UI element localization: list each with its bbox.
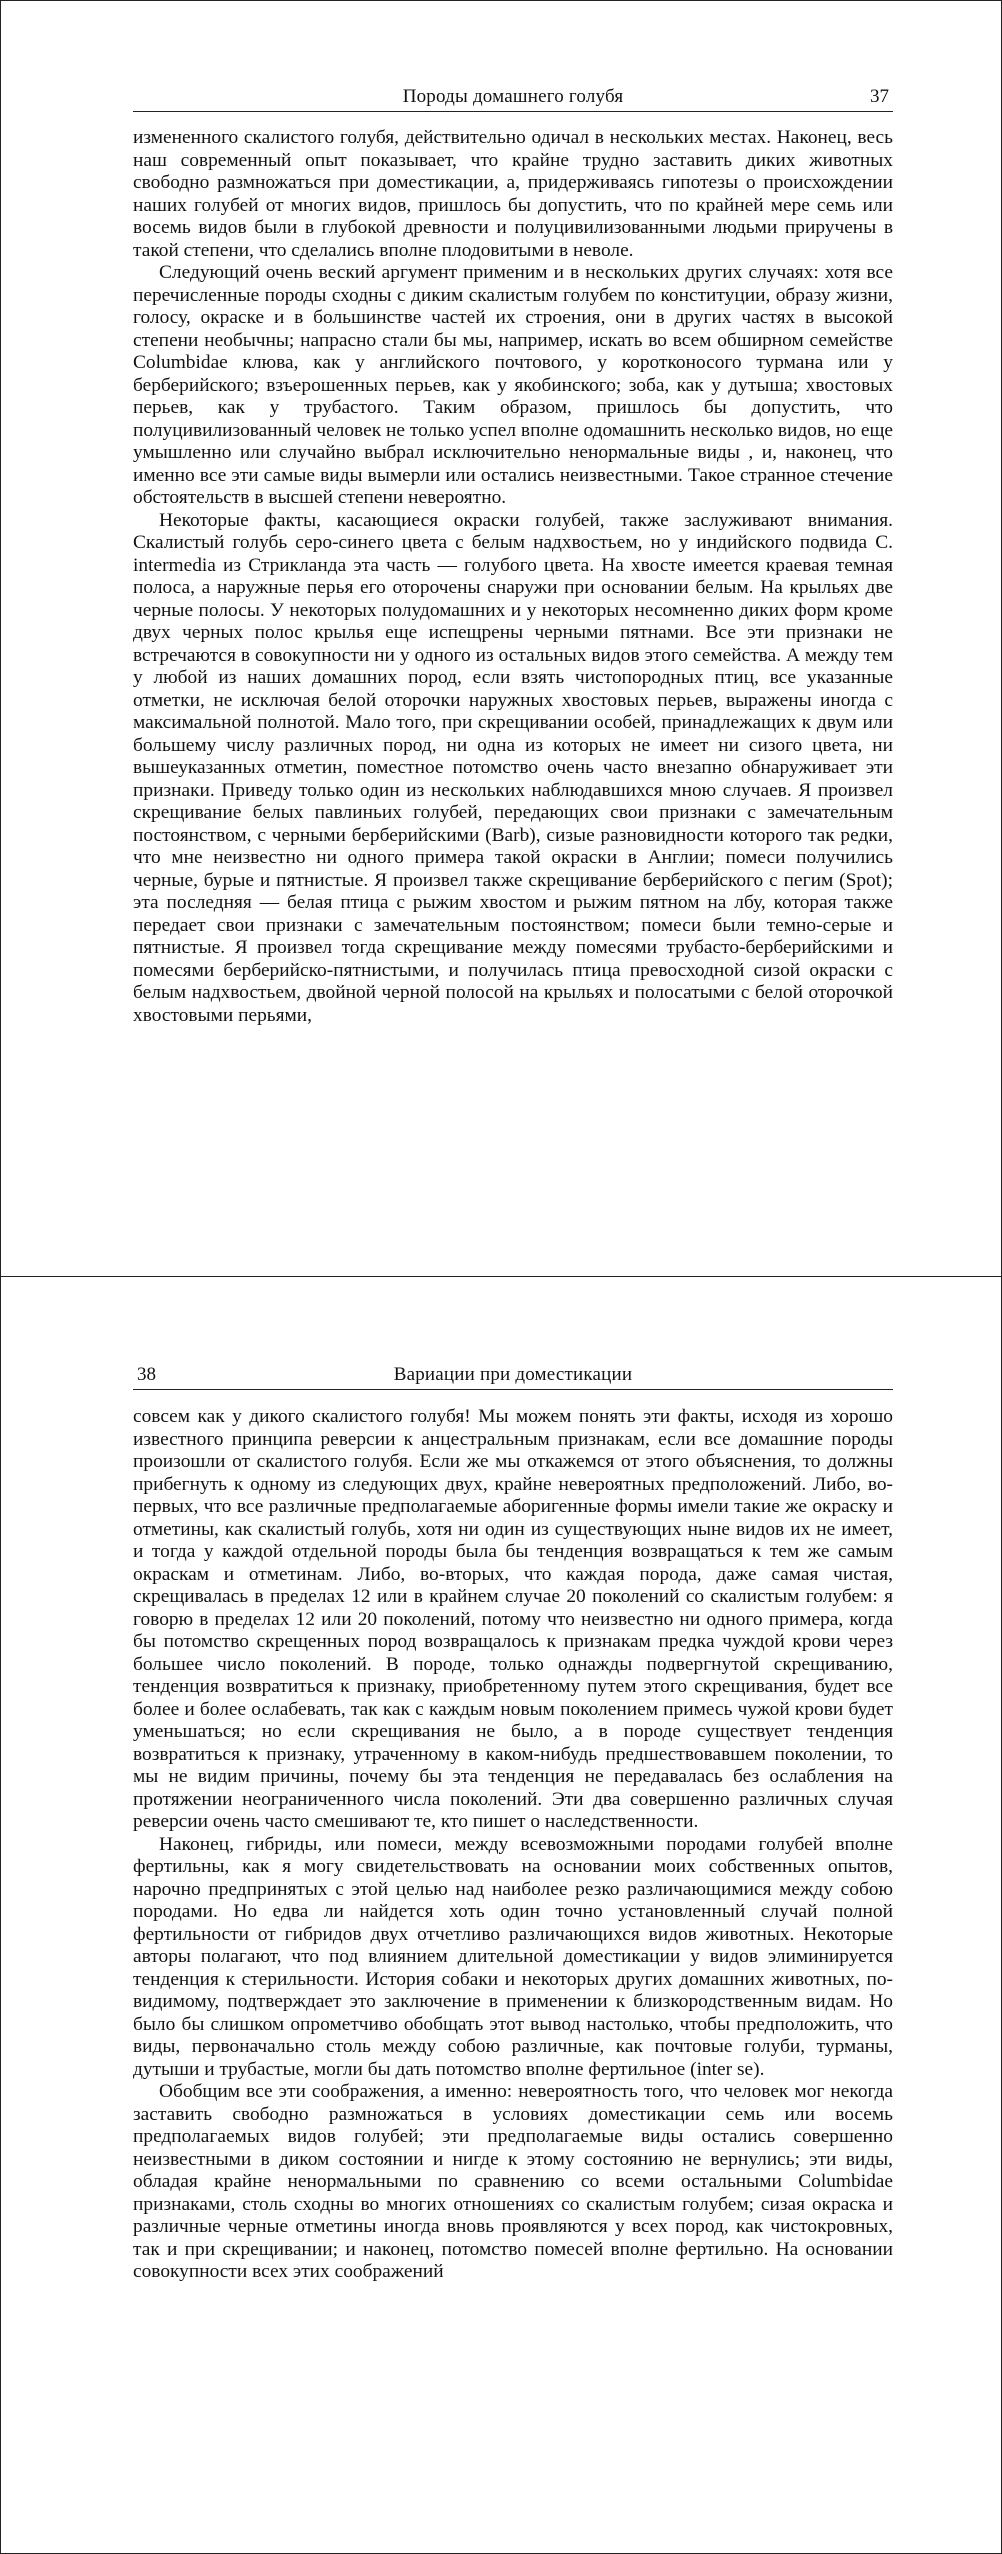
paragraph: измененного скалистого голубя, действительно одичал в нескольких местах. Наконец, весь наш современный опыт показывает, что крайне трудно заставить диких животных свободно размножаться при доместикации, а, придерживаясь гипотезы о происхождении наших голубей от многих видов, пришлось бы допустить, что по крайней мере семь или восемь видов были в глубокой древности и полуцивилизованными людьми приручены в такой степени, что сделались вполне плодовитыми в неволе. <box>133 127 893 261</box>
page-38 <box>0 1276 1002 2554</box>
paragraph: Обобщим все эти соображения, а именно: невероятность того, что человек мог некогда заставить свободно размножаться в условиях доместикации семь или восемь предполагаемых видов голубей; эти предполагаемые виды остались совершенно неизвестными в диком состоянии и нигде к этому состоянию не вернулись; эти виды, обладая крайне ненормальными по сравнению со всеми остальными Columbidae признаками, столь сходны во многих отношениях со скалистым голубем; сизая окраска и различные черные отметины иногда вновь проявляются у всех пород, как чистокровных, так и при скрещивании; и наконец, потомство помесей вполне фертильно. На основании совокупности всех этих соображений <box>133 2081 893 2282</box>
page-body <box>133 1406 893 2284</box>
paragraph: совсем как у дикого скалистого голубя! Мы можем понять эти факты, исходя из хорошо известного принципа реверсии к анцестральным признакам, если все домашние породы произошли от скалистого голубя. Если же мы откажемся от этого объяснения, то должны прибегнуть к одному из следующих двух, крайне невероятных предположений. Либо, во-первых, что все различные предполагаемые аборигенные формы имели такие же окраску и отметины, как скалистый голубь, хотя ни один из существующих ныне видов их не имеет, и тогда у каждой отдельной породы была бы тенденция возвращаться к тем же самым окраскам и отметинам. Либо, во-вторых, что каждая порода, даже самая чистая, скрещивалась в пределах 12 или в крайнем случае 20 поколений со скалистым голубем: я говорю в пределах 12 или 20 поколений, потому что неизвестно ни одного примера, когда бы потомство скрещенных пород возвращалось к признакам предка чуждой крови через большее число поколений. В породе, только однажды подвергнутой скрещиванию, тенденция возвратиться к признаку, приобретенному путем этого скрещивания, будет все более и более ослабевать, так как с каждым новым поколением примесь чужой крови будет уменьшаться; но если скрещивания не было, а в породе существует тенденция возвратиться к признаку, утраченному в каком-нибудь предшествовавшем поколении, то мы не видим причины, почему бы эта тенденция не передавалась без ослабления на протяжении неограниченного числа поколений. Эти два совершенно различных случая реверсии очень часто смешивают те, кто пишет о наследственности. <box>133 1406 893 1832</box>
running-head <box>133 1361 893 1390</box>
page-number: 37 <box>870 86 889 107</box>
paragraph: Наконец, гибриды, или помеси, между всевозможными породами голубей вполне фертильны, как я могу свидетельствовать на основании моих собственных опытов, нарочно предпринятых с этой целью над наиболее резко различающимися между собою породами. Но едва ли найдется хоть один точно установленный случай полной фертильности от гибридов двух отчетливо различающихся видов животных. Некоторые авторы полагают, что под влиянием длительной доместикации у видов элиминируется тенденция к стерильности. История собаки и некоторых других домашних животных, по-видимому, подтверждает это заключение в применении к близкородственным видам. Но было бы слишком опрометчиво обобщать этот вывод настолько, чтобы предположить, что виды, первоначально столь между собою различные, как почтовые голуби, турманы, дутыши и трубастые, могли бы дать потомство вполне фертильное (inter se). <box>133 1833 893 2080</box>
paragraph: Следующий очень веский аргумент применим и в нескольких других случаях: хотя все перечисленные породы сходны с диким скалистым голубем по конституции, образу жизни, голосу, окраске и в большинстве частей их строения, они в других частях в высокой степени необычны; напрасно стали бы мы, например, искать во всем обширном семействе Columbidae клюва, как у английского почтового, у коротконосого турмана или у берберийского; взъерошенных перьев, как у якобинского; зоба, как у дутыша; хвостовых перьев, как у трубастого. Таким образом, пришлось бы допустить, что полуцивилизованный человек не только успел вполне одомашнить несколько видов, но еще умышленно или случайно выбрал исключительно ненормальные виды , и, наконец, что именно все эти самые виды вымерли или остались неизвестными. Такое странное стечение обстоятельств в высшей степени невероятно. <box>133 262 893 508</box>
page-body <box>133 127 893 1027</box>
running-head-title: Породы домашнего голубя <box>402 86 624 107</box>
running-head <box>133 83 893 112</box>
page-number: 38 <box>137 1364 156 1385</box>
paragraph: Некоторые факты, касающиеся окраски голубей, также заслуживают внимания. Скалистый голубь серо-синего цвета с белым надхвостьем, но у индийского подвида C. intermedia из Стрикланда эта часть — голубого цвета. На хвосте имеется краевая темная полоса, а наружные перья его оторочены снаружи при основании белым. На крыльях две черные полосы. У некоторых полудомашних и у некоторых несомненно диких форм кроме двух черных полос крылья еще испещрены черными пятнами. Все эти признаки не встречаются в совокупности ни у одного из остальных видов этого семейства. А между тем у любой из наших домашних пород, если взять чистопородных птиц, все указанные отметки, не исключая белой оторочки наружных хвостовых перьев, выражены иногда с максимальной полнотой. Мало того, при скрещивании особей, принадлежащих к двум или большему числу различных пород, ни одна из которых не имеет ни сизого цвета, ни вышеуказанных отметин, поместное потомство очень часто внезапно обнаруживает эти признаки. Приведу только один из нескольких наблюдавшихся мною случаев. Я произвел скрещивание белых павлиньих голубей, передающих свои признаки с замечательным постоянством, с черными берберийскими (Barb), сизые разновидности которого так редки, что мне неизвестно ни одного примера такой окраски в Англии; помеси получились черные, бурые и пятнистые. Я произвел также скрещивание берберийского с пегим (Spot); эта последняя — белая птица с рыжим хвостом и рыжим пятном на лбу, которая также передает свои признаки с замечательным постоянством; помеси были темно-серые и пятнистые. Я произвел тогда скрещивание между помесями трубасто-берберийскими и помесями берберийско-пятнистыми, и получилась птица превосходной сизой окраски с белым надхвостьем, двойной черной полосой на крыльях и полосатыми с белой оторочкой хвостовыми перьями, <box>133 509 893 1026</box>
running-head-title: Вариации при доместикации <box>393 1364 633 1385</box>
